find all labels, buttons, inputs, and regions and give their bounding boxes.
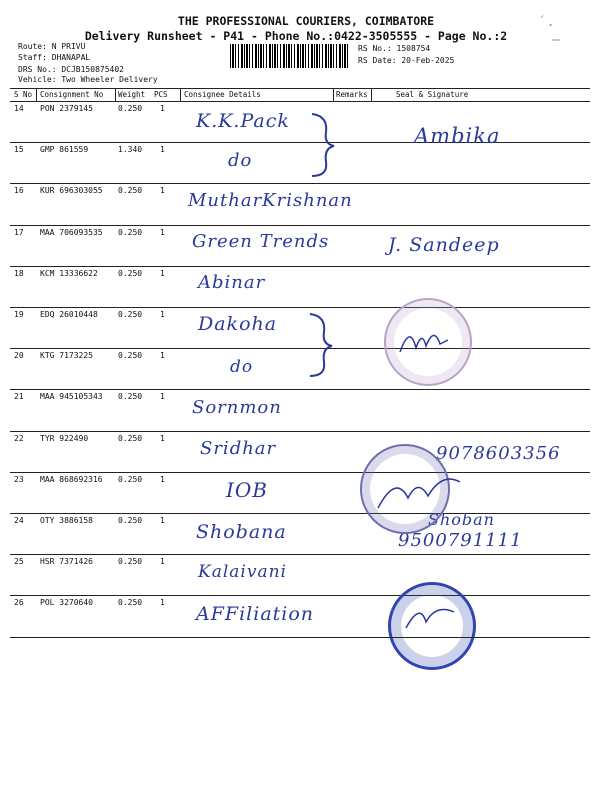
handwritten-name: IOB bbox=[226, 478, 268, 502]
row-sno: 23 bbox=[14, 474, 24, 484]
row-sno: 21 bbox=[14, 392, 24, 402]
row-consignment: KCM 13336622 bbox=[40, 268, 98, 278]
row-consignment: KUR 696303055 bbox=[40, 186, 103, 196]
table-header-rule bbox=[10, 101, 590, 102]
row-pcs: 1 bbox=[160, 186, 165, 196]
route-label: Route: N PRIVU bbox=[18, 42, 86, 51]
signature: 9078603356 bbox=[436, 443, 561, 464]
row-sno: 24 bbox=[14, 516, 24, 525]
brace-mark bbox=[308, 110, 338, 180]
staff-label: Staff: DHANAPAL bbox=[18, 53, 91, 62]
row-pcs: 1 bbox=[160, 104, 165, 113]
row-consignment: PON 2379145 bbox=[40, 104, 93, 113]
row-weight: 0.250 bbox=[118, 598, 143, 608]
row-rule bbox=[10, 472, 590, 473]
row-sno: 18 bbox=[14, 268, 24, 278]
signature: Shoban bbox=[428, 510, 495, 529]
row-consignment: TYR 922490 bbox=[40, 433, 89, 443]
row-consignment: EDQ 26010448 bbox=[40, 310, 98, 319]
row-pcs: 1 bbox=[160, 516, 165, 525]
col-details: Consignee Details bbox=[184, 90, 261, 99]
corner-mark: ′. bbox=[538, 14, 555, 30]
row-weight: 0.250 bbox=[118, 392, 143, 402]
row-weight: 0.250 bbox=[118, 474, 143, 484]
col-remarks: Remarks bbox=[336, 90, 368, 99]
corner-mark-2: – bbox=[552, 32, 561, 48]
handwritten-name: MutharKrishnan bbox=[188, 190, 353, 211]
row-consignment: GMP 861559 bbox=[40, 145, 89, 155]
row-consignment: HSR 7371426 bbox=[40, 557, 93, 567]
row-sno: 26 bbox=[14, 598, 24, 608]
brace-mark bbox=[306, 310, 336, 380]
row-rule bbox=[10, 307, 590, 308]
handwritten-name: Sornmon bbox=[192, 397, 282, 418]
row-sno: 15 bbox=[14, 145, 24, 155]
col-weight: Weight bbox=[118, 90, 146, 99]
row-pcs: 1 bbox=[160, 145, 165, 155]
row-rule bbox=[10, 389, 590, 390]
row-weight: 0.250 bbox=[118, 557, 143, 567]
row-rule bbox=[10, 595, 590, 596]
col-consignment: Consignment No bbox=[40, 90, 104, 99]
row-rule bbox=[10, 142, 590, 143]
handwritten-name: do bbox=[230, 357, 254, 377]
signature: Ambika bbox=[414, 124, 501, 148]
handwritten-name: Shobana bbox=[196, 521, 287, 543]
barcode bbox=[230, 44, 348, 68]
row-pcs: 1 bbox=[160, 557, 165, 567]
col-divider bbox=[36, 89, 37, 101]
col-divider bbox=[115, 89, 116, 101]
vehicle-label: Vehicle: Two Wheeler Delivery bbox=[18, 75, 158, 84]
row-rule bbox=[10, 431, 590, 432]
col-divider bbox=[333, 89, 334, 101]
handwritten-name: do bbox=[228, 150, 253, 171]
handwritten-name: Abinar bbox=[198, 272, 266, 293]
row-pcs: 1 bbox=[160, 392, 165, 402]
row-pcs: 1 bbox=[160, 351, 165, 361]
rs-date: RS Date: 20-Feb-2025 bbox=[358, 56, 455, 65]
row-weight: 0.250 bbox=[118, 351, 143, 361]
row-pcs: 1 bbox=[160, 433, 165, 443]
row-consignment: KTG 7173225 bbox=[40, 351, 93, 361]
row-sno: 14 bbox=[14, 104, 24, 113]
col-divider bbox=[180, 89, 181, 101]
row-pcs: 1 bbox=[160, 474, 165, 484]
row-consignment: MAA 706093535 bbox=[40, 227, 103, 237]
row-sno: 25 bbox=[14, 557, 24, 567]
signature-scribble bbox=[400, 600, 460, 636]
row-weight: 1.340 bbox=[118, 145, 143, 155]
row-weight: 0.250 bbox=[118, 310, 143, 319]
drs-label: DRS No.: DCJB150875402 bbox=[18, 65, 124, 74]
row-weight: 0.250 bbox=[118, 268, 143, 278]
col-seal: Seal & Signature bbox=[396, 90, 469, 99]
table-top-rule bbox=[10, 88, 590, 89]
row-weight: 0.250 bbox=[118, 104, 143, 113]
row-rule bbox=[10, 348, 590, 349]
row-sno: 22 bbox=[14, 433, 24, 443]
col-sno: S No bbox=[14, 90, 33, 99]
handwritten-name: K.K.Pack bbox=[196, 110, 290, 132]
row-sno: 20 bbox=[14, 351, 24, 361]
row-rule bbox=[10, 266, 590, 267]
row-weight: 0.250 bbox=[118, 433, 143, 443]
handwritten-name: Dakoha bbox=[198, 313, 278, 335]
row-weight: 0.250 bbox=[118, 516, 143, 525]
row-weight: 0.250 bbox=[118, 227, 143, 237]
row-weight: 0.250 bbox=[118, 186, 143, 196]
row-consignment: MAA 945105343 bbox=[40, 392, 103, 402]
runsheet-title: Delivery Runsheet - P41 - Phone No.:0422-3505555 - Page No.:2 bbox=[84, 29, 508, 43]
row-consignment: MAA 868692316 bbox=[40, 474, 103, 484]
row-pcs: 1 bbox=[160, 227, 165, 237]
col-pcs: PCS bbox=[154, 90, 168, 99]
signature: J. Sandeep bbox=[388, 234, 500, 256]
row-consignment: OTY 3886158 bbox=[40, 516, 93, 525]
signature: 9500791111 bbox=[398, 530, 523, 551]
col-divider bbox=[371, 89, 372, 101]
row-sno: 17 bbox=[14, 227, 24, 237]
table-bottom-rule bbox=[10, 637, 590, 638]
rs-number: RS No.: 1508754 bbox=[358, 44, 431, 53]
row-rule bbox=[10, 554, 590, 555]
row-rule bbox=[10, 183, 590, 184]
handwritten-name: Sridhar bbox=[200, 438, 277, 459]
handwritten-name: Kalaivani bbox=[198, 562, 287, 582]
row-rule bbox=[10, 513, 590, 514]
row-pcs: 1 bbox=[160, 268, 165, 278]
handwritten-name: Green Trends bbox=[192, 231, 330, 252]
row-sno: 16 bbox=[14, 186, 24, 196]
row-rule bbox=[10, 225, 590, 226]
row-pcs: 1 bbox=[160, 598, 165, 608]
signature-scribble bbox=[396, 322, 452, 362]
row-consignment: POL 3270640 bbox=[40, 598, 93, 608]
row-sno: 19 bbox=[14, 310, 24, 319]
handwritten-name: AFFiliation bbox=[196, 603, 315, 625]
company-title: THE PROFESSIONAL COURIERS, COIMBATORE bbox=[177, 14, 435, 28]
row-pcs: 1 bbox=[160, 310, 165, 319]
signature-scribble bbox=[372, 468, 468, 518]
